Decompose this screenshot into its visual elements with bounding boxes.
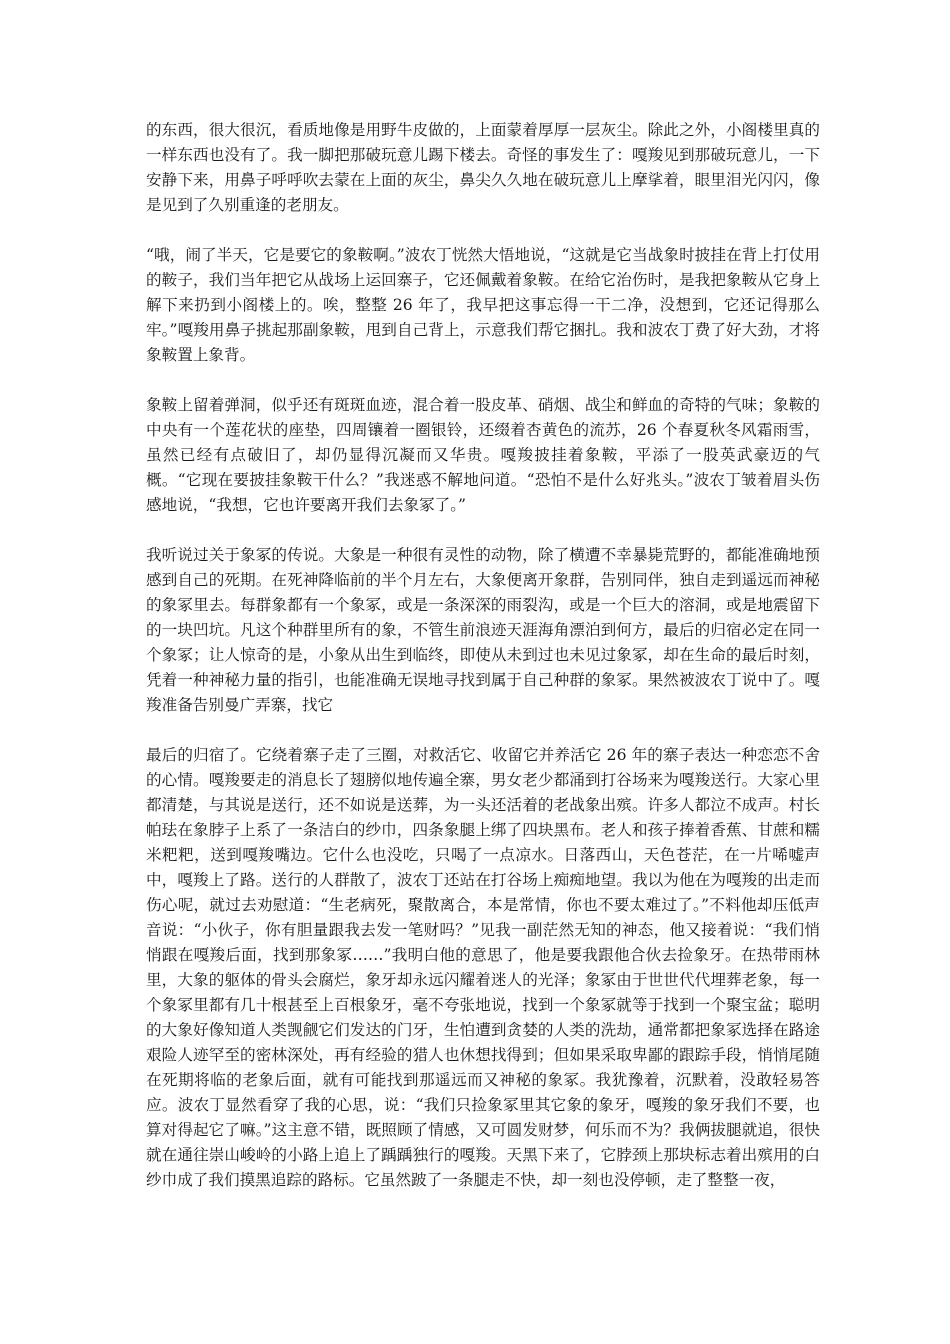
- paragraph-4: 我听说过关于象冢的传说。大象是一种很有灵性的动物，除了横遭不幸暴毙荒野的，都能准确地预感到自己的死期。在死神降临前的半个月左右，大象便离开象群，告别同伴，独自走到遥远而神秘的象冢里去。每群象都有一个象冢，或是一条深深的雨裂沟，或是一个巨大的溶洞，或是地震留下的一块凹坑。凡这个种群里所有的象，不管生前浪迹天涯海角漂泊到何方，最后的归宿必定在同一个象冢；让人惊奇的是，小象从出生到临终，即使从未到过也未见过象冢，却在生命的最后时刻，凭着一种神秘力量的指引，也能准确无误地寻找到属于自己种群的象冢。果然被波农丁说中了。嘎羧准备告别曼广弄寨，找它: [146, 546, 820, 714]
- paragraph-3: 象鞍上留着弹洞，似乎还有斑斑血迹，混合着一股皮革、硝烟、战尘和鲜血的奇特的气味；象鞍的中央有一个莲花状的座垫，四周镶着一圈银铃，还缀着杏黄色的流苏，26 个春夏秋冬风霜雨雪，虽然已经有点破旧了，却仍显得沉凝而又华贵。嘎羧披挂着象鞍，平添了一股英武豪迈的气概。“它现在要披挂象鞍干什么？”我迷惑不解地问道。“恐怕不是什么好兆头。”波农丁皱着眉头伤感地说，“我想，它也许要离开我们去象冢了。”: [146, 396, 820, 514]
- paragraph-2: “哦，闹了半天，它是要它的象鞍啊。”波农丁恍然大悟地说，“这就是它当战象时披挂在背上打仗用的鞍子，我们当年把它从战场上运回寨子，它还佩戴着象鞍。在给它治伤时，是我把象鞍从它身上解下来扔到小阁楼上的。唉，整整 26 年了，我早把这事忘得一干二净，没想到，它还记得那么牢。”嘎羧用鼻子挑起那副象鞍，甩到自己背上，示意我们帮它捆扎。我和波农丁费了好大劲，才将象鞍置上象背。: [146, 246, 820, 364]
- paragraph-1: 的东西，很大很沉，看质地像是用野牛皮做的，上面蒙着厚厚一层灰尘。除此之外，小阁楼里真的一样东西也没有了。我一脚把那破玩意儿踢下楼去。奇怪的事发生了：嘎羧见到那破玩意儿，一下安静下来，用鼻子呼呼吹去蒙在上面的灰尘，鼻尖久久地在破玩意儿上摩挲着，眼里泪光闪闪，像是见到了久别重逢的老朋友。: [146, 121, 820, 214]
- document-body: [146, 118, 820, 1193]
- paragraph-5: 最后的归宿了。它绕着寨子走了三圈，对救活它、收留它并养活它 26 年的寨子表达一种恋恋不舍的心情。嘎羧要走的消息长了翅膀似地传遍全寨，男女老少都涌到打谷场来为嘎羧送行。大家心里都清楚，与其说是送行，还不如说是送葬，为一头还活着的老战象出殡。许多人都泣不成声。村长帕珐在象脖子上系了一条洁白的纱巾，四条象腿上绑了四块黑布。老人和孩子捧着香蕉、甘蔗和糯米粑粑，送到嘎羧嘴边。它什么也没吃，只喝了一点凉水。日落西山，天色苍茫，在一片唏嘘声中，嘎羧上了路。送行的人群散了，波农丁还站在打谷场上痴痴地望。我以为他在为嘎羧的出走而伤心呢，就过去劝慰道：“生老病死，聚散离合，本是常情，你也不要太难过了。”不料他却压低声音说：“小伙子，你有胆量跟我去发一笔财吗？”见我一副茫然无知的神态，他又接着说：“我们悄悄跟在嘎羧后面，找到那象冢……”我明白他的意思了，他是要我跟他合伙去捡象牙。在热带雨林里，大象的躯体的骨头会腐烂，象牙却永远闪耀着迷人的光泽；象冢由于世世代代埋葬老象，每一个象冢里都有几十根甚至上百根象牙，毫不夸张地说，找到一个象冢就等于找到一个聚宝盆；聪明的大象好像知道人类觊觎它们发达的门牙，生怕遭到贪婪的人类的洗劫，通常都把象冢选择在路途艰险人迹罕至的密林深处，再有经验的猎人也休想找得到；但如果采取卑鄙的跟踪手段，悄悄尾随在死期将临的老象后面，就有可能找到那遥远而又神秘的象冢。我犹豫着，沉默着，没敢轻易答应。波农丁显然看穿了我的心思，说：“我们只捡象冢里其它象的象牙，嘎羧的象牙我们不要，也算对得起它了嘛。”这主意不错，既照顾了情感，又可圆发财梦，何乐而不为？我俩拔腿就追，很快就在通往崇山峻岭的小路上追上了踽踽独行的嘎羧。天黑下来了，它脖颈上那块标志着出殡用的白纱巾成了我们摸黑追踪的路标。它虽然跛了一条腿走不快，却一刻也没停顿，走了整整一夜，: [146, 746, 820, 1189]
